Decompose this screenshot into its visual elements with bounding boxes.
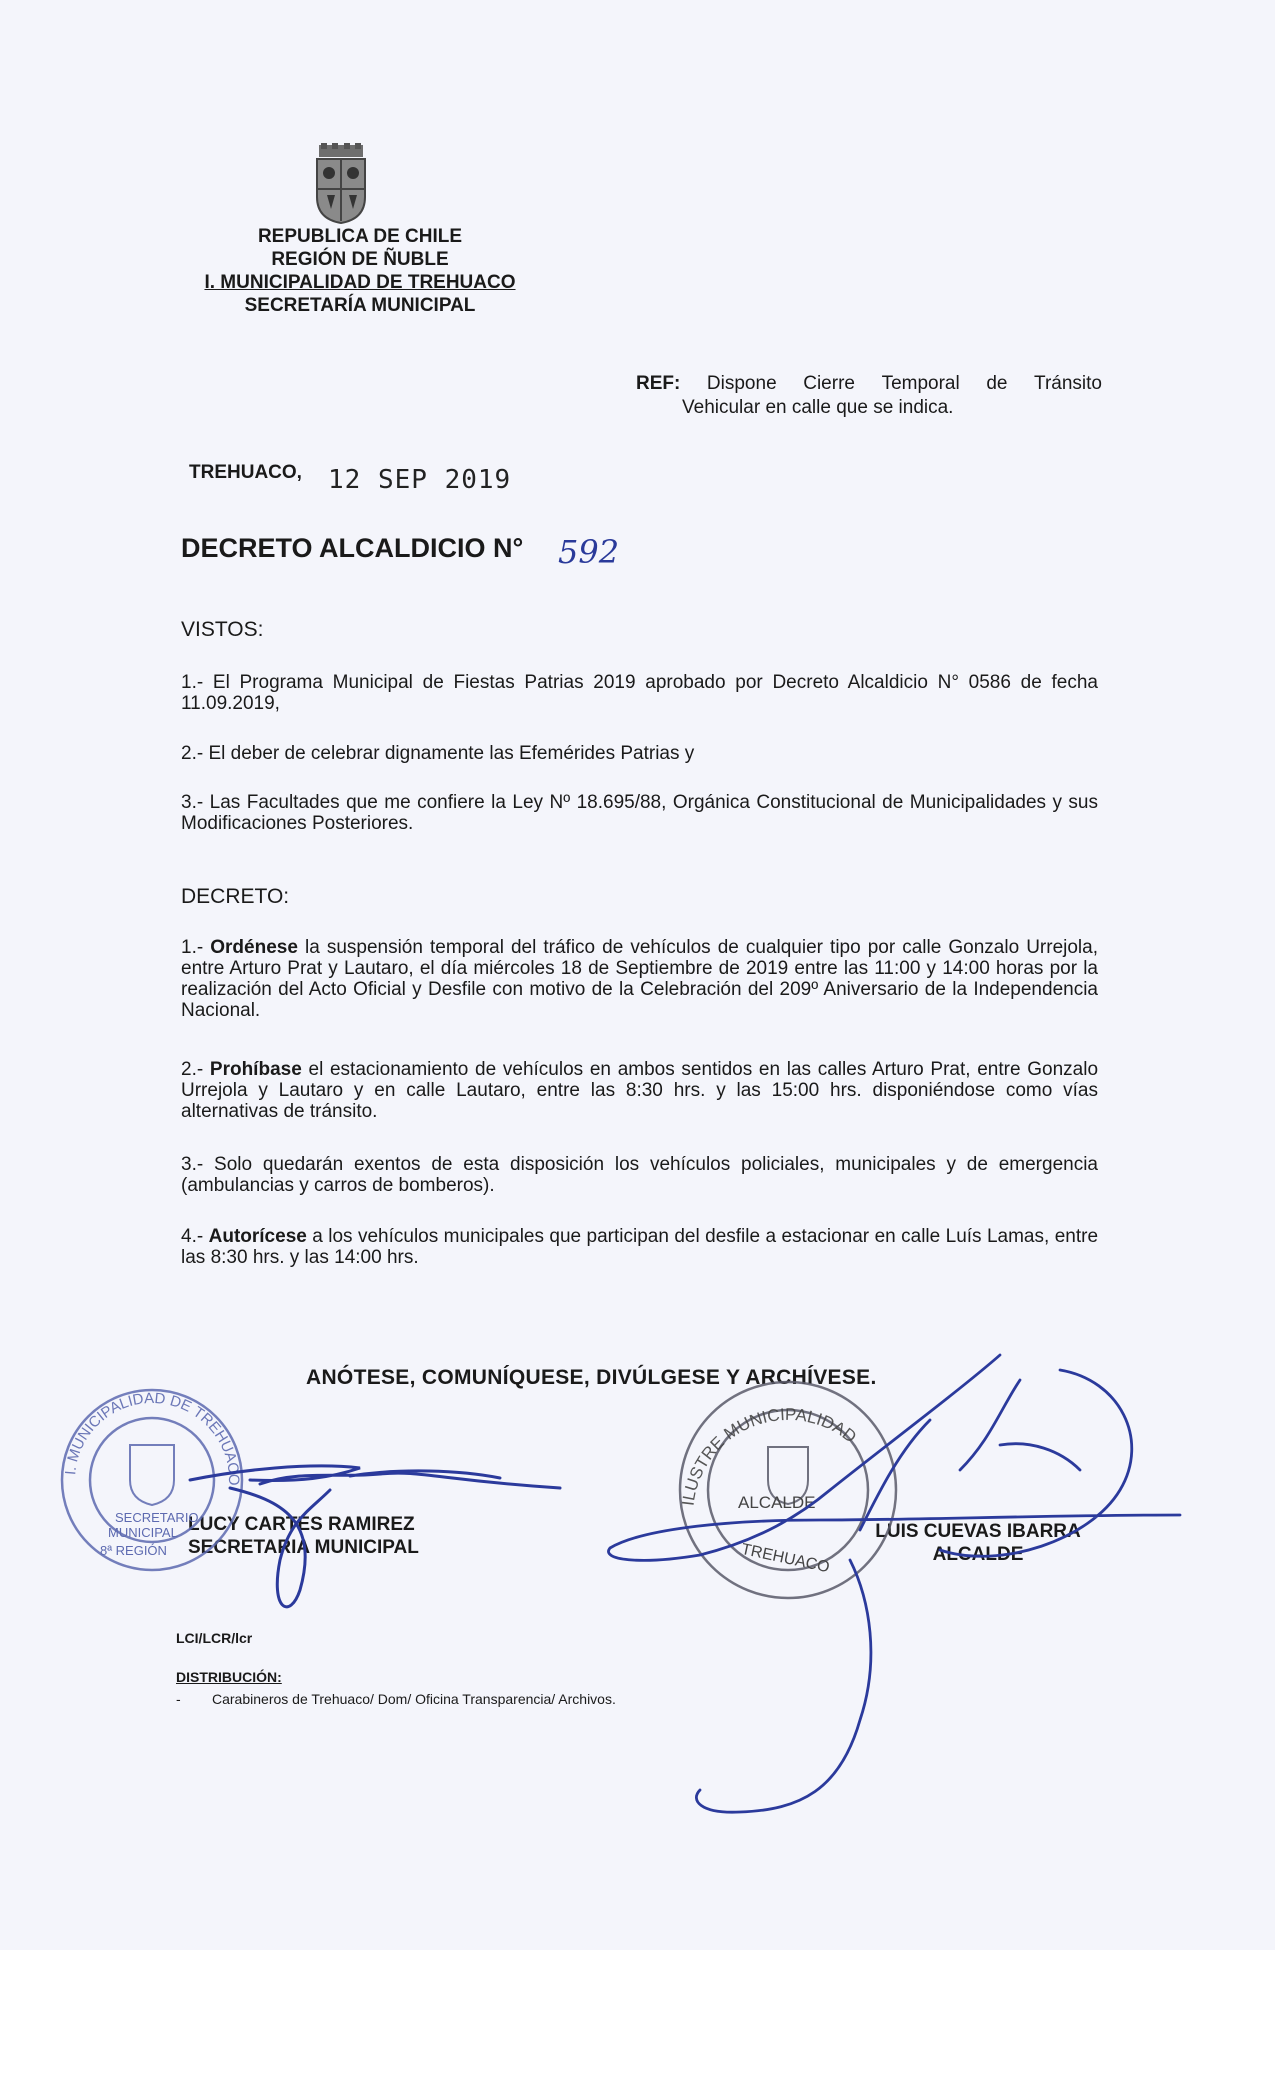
distribution-item-text: Carabineros de Trehuaco/ Dom/ Oficina Transparencia/ Archivos. [212,1691,616,1707]
vistos-item-2: 2.- El deber de celebrar dignamente las Efemérides Patrias y [181,743,695,764]
secretary-stamp-bottom: 8ª REGIÓN [100,1543,167,1558]
secretary-role: SECRETARIA MUNICIPAL [188,1537,419,1558]
reference-word: Temporal [881,373,960,394]
item-text: a los vehículos municipales que participan del desfile a estacionar en calle Luís Lamas, entre las 8:30 hrs. y las 14:00 hrs. [181,1226,1099,1268]
item-verb: Autorícese [208,1226,307,1247]
letterhead-municipality: I. MUNICIPALIDAD DE TREHUACO [204,272,516,293]
item-number: 4.- [181,1226,204,1247]
secretary-signature [190,1466,560,1607]
drafter-initials: LCI/LCR/lcr [176,1630,253,1646]
mayor-stamp-bottom: TREHUACO [739,1540,831,1577]
mayor-stamp-ring-text: ILUSTRE MUNICIPALIDAD [678,1404,861,1507]
item-number: 2.- [181,1059,204,1080]
letterhead-country: REPUBLICA DE CHILE [257,226,463,247]
secretary-name: LUCY CARTES RAMIREZ [188,1514,415,1535]
secretary-stamp-ring-text: I. MUNICIPALIDAD DE TREHUACO [62,1389,243,1486]
distribution-item: - Carabineros de Trehuaco/ Dom/ Oficina Transparencia/ Archivos. [176,1691,616,1707]
vistos-heading: VISTOS: [181,618,264,641]
closing-formula: ANÓTESE, COMUNÍQUESE, DIVÚLGESE Y ARCHÍVESE. [306,1366,877,1389]
item-verb: Ordénese [210,937,298,958]
decreto-heading: DECRETO: [181,885,290,908]
item-number: 1.- [181,937,204,958]
vistos-item-3: 3.- Las Facultades que me confiere la Ley Nº 18.695/88, Orgánica Constitucional de Municipalidades y sus Modificaciones Posteriores. [181,792,1098,834]
vistos-item-1: 1.- El Programa Municipal de Fiestas Patrias 2019 aprobado por Decreto Alcaldicio N° 0586 de fecha 11.09.2019, [181,672,1098,714]
reference-label: REF: [636,373,681,394]
mayor-name: LUIS CUEVAS IBARRA [875,1521,1081,1542]
item-text: Solo quedarán exentos de esta disposición los vehículos policiales, municipales y de emergencia (ambulancias y carros de bomberos). [181,1154,1099,1196]
item-text: la suspensión temporal del tráfico de vehículos de cualquier tipo por calle Gonzalo Urrejola, entre Arturo Prat y Lautaro, el día miércoles 18 de Septiembre de 2019 entre las 11:00 y 14:00 horas por la realización del Acto Oficial y Desfile con motivo de la Celebración del 209º Aniversario de la Independencia Nacional. [181,937,1098,1021]
distribution-title: DISTRIBUCIÓN: [176,1669,282,1685]
item-number: 3.- [181,1154,204,1175]
handwritten-decree-number: 592 [558,533,620,571]
mayor-role: ALCALDE [932,1544,1024,1565]
mayor-stamp-center: ALCALDE [738,1493,816,1512]
reference-line-2: Vehicular en calle que se indica. [682,397,954,418]
item-text: el estacionamiento de vehículos en ambos sentidos en las calles Arturo Prat, entre Gonzalo Urrejola y Lautaro y en calle Lautaro, entre las 8:30 hrs. y las 15:00 hrs. disponiéndose como vías alternativas de tránsito. [181,1059,1099,1122]
letterhead-department: SECRETARÍA MUNICIPAL [244,295,476,316]
item-verb: Prohíbase [209,1059,302,1080]
reference-word: de [986,373,1008,394]
letterhead-region: REGIÓN DE ÑUBLE [271,249,449,270]
secretary-stamp-center-1: SECRETARIO [115,1510,199,1525]
stamped-date: 12 SEP 2019 [328,465,512,495]
reference-word: Dispone [706,373,777,394]
decree-title: DECRETO ALCALDICIO N° [181,533,524,563]
reference-word: Tránsito [1034,373,1102,394]
reference-word: Cierre [803,373,855,394]
place-label: TREHUACO, [189,462,302,483]
secretary-stamp-center-2: MUNICIPAL [108,1525,178,1540]
mayor-signature [608,1355,1180,1812]
